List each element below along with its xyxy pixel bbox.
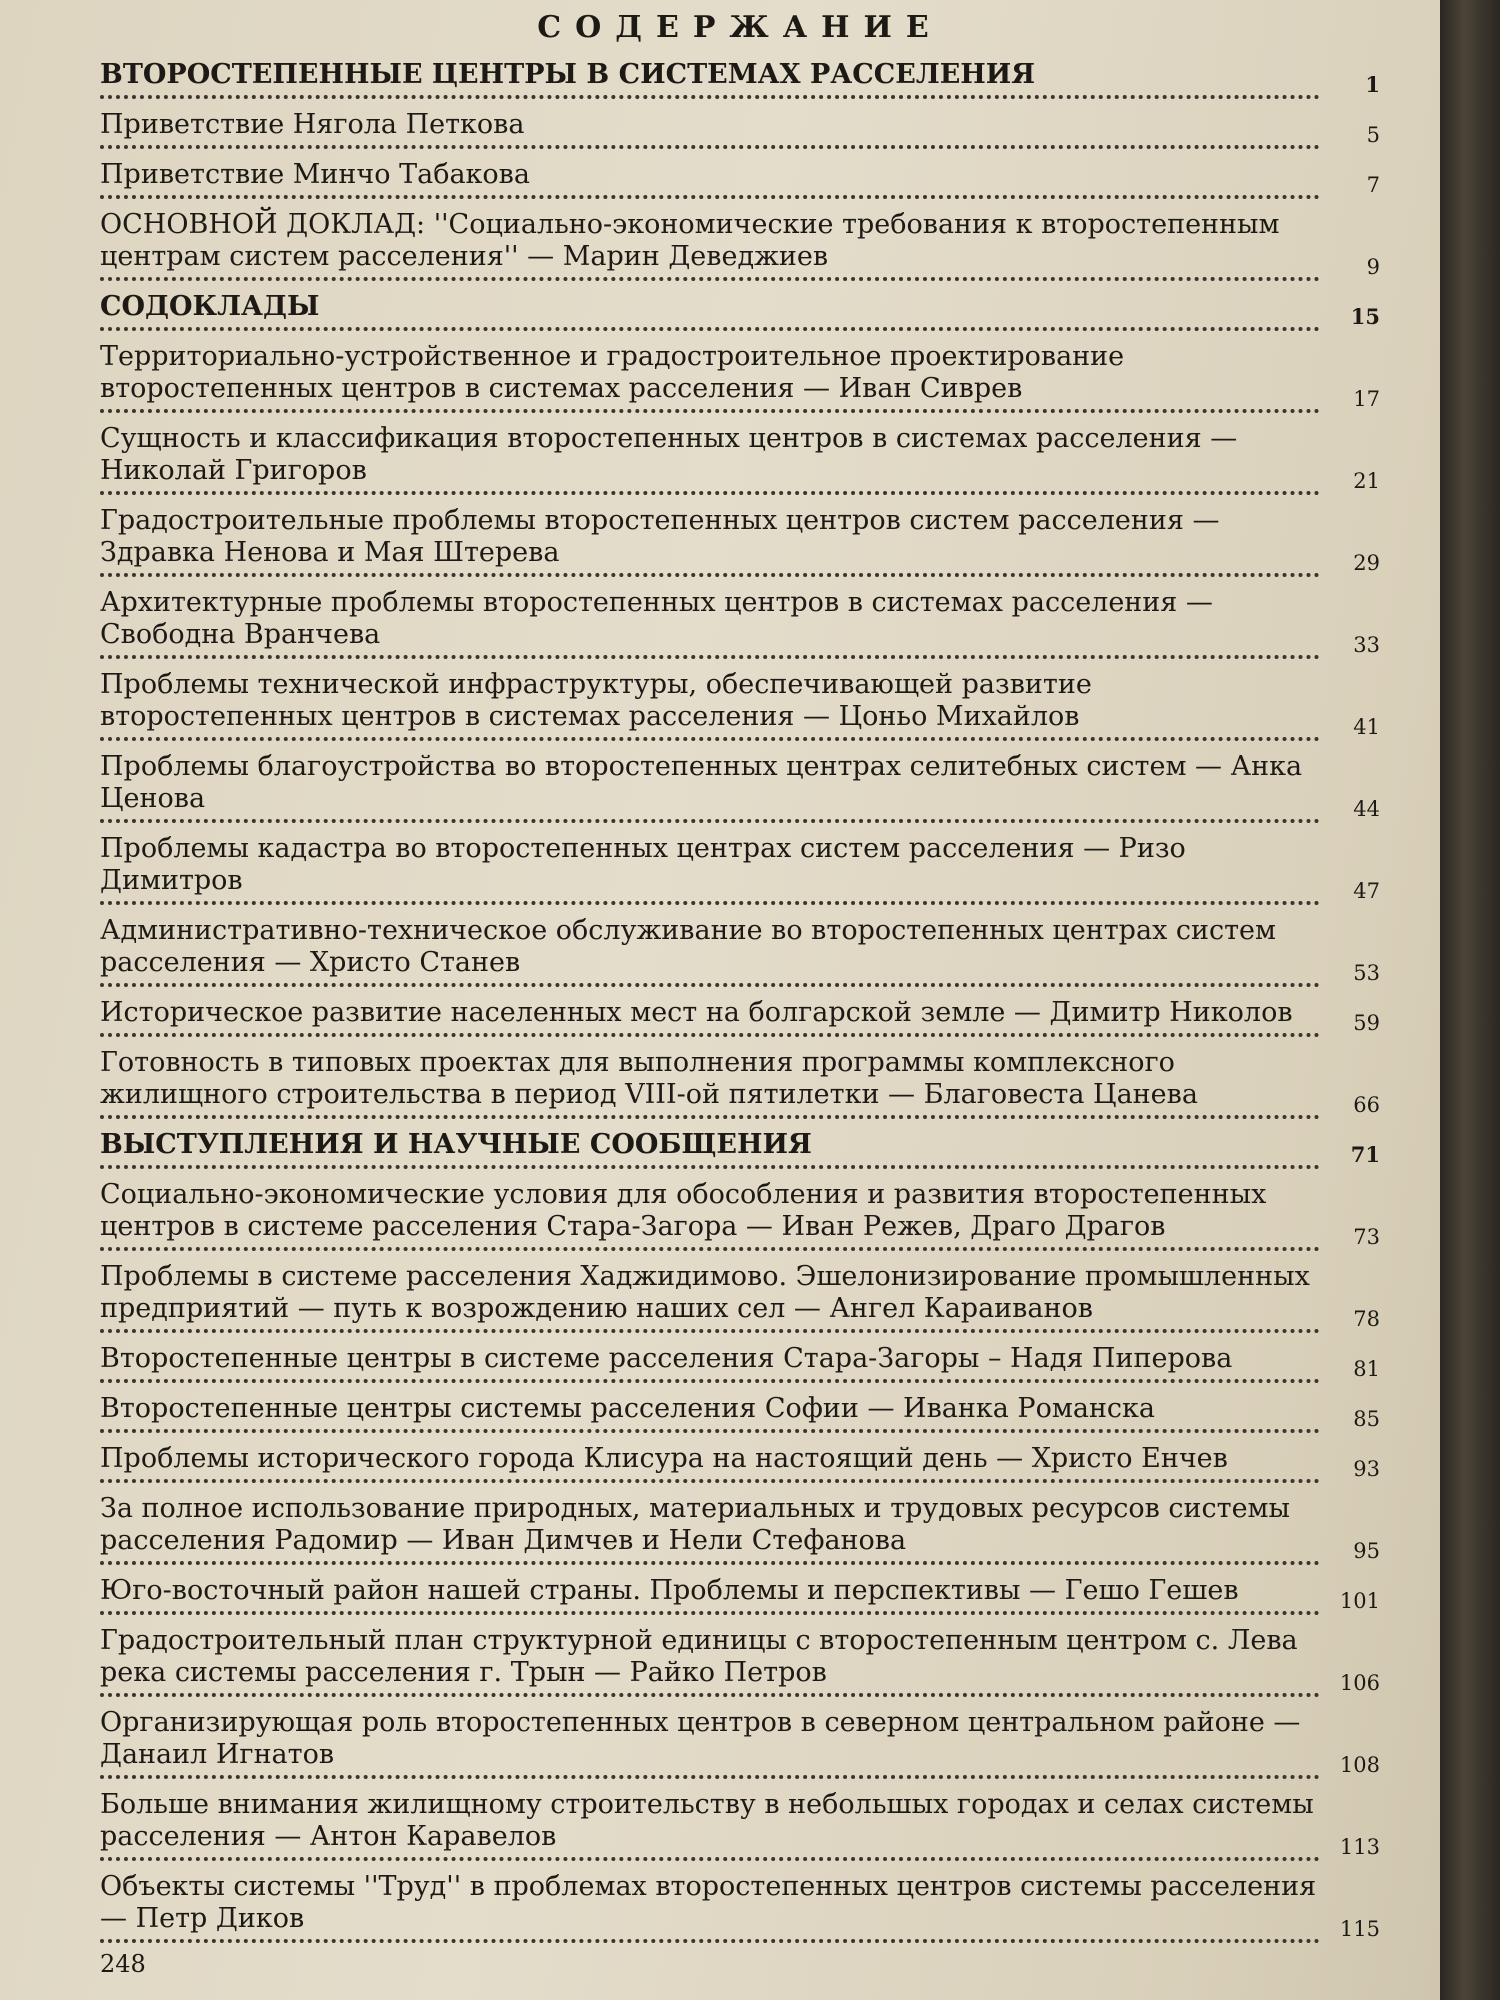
toc-entry-title: ОСНОВНОЙ ДОКЛАД: ''Социально-экономические требования к второстепенным центрам систем расселения'' — Марин Деведжиев — [100, 209, 1280, 272]
toc-entry — [100, 1343, 1380, 1383]
dot-leader — [100, 891, 1320, 905]
toc-entry — [100, 1707, 1380, 1779]
toc-entry-title: Социально-экономические условия для обособления и развития второстепенных центров в системе расселения Стара-Загора — Иван Режев, Драго Драгов — [100, 1179, 1267, 1242]
toc-entry-page: 108 — [1339, 1753, 1380, 1777]
toc-entry-title: Юго-восточный район нашей страны. Проблемы и перспективы — Гешо Гешев — [100, 1575, 1239, 1606]
table-of-contents — [100, 59, 1380, 1943]
toc-entry — [100, 1575, 1380, 1615]
toc-entry-page: 21 — [1353, 469, 1380, 493]
toc-entry — [100, 505, 1380, 577]
page-title: СОДЕРЖАНИЕ — [537, 10, 943, 45]
toc-entry-page: 29 — [1353, 551, 1380, 575]
toc-entry — [100, 1261, 1380, 1333]
toc-entry-page: 73 — [1353, 1225, 1380, 1249]
toc-entry — [100, 109, 1380, 149]
toc-entry-title: Административно-техническое обслуживание во второстепенных центрах систем расселения — Христо Станев — [100, 915, 1277, 978]
toc-entry — [100, 341, 1380, 413]
toc-entry-page: 5 — [1366, 123, 1380, 147]
toc-entry — [100, 669, 1380, 741]
toc-entry-page: 47 — [1353, 879, 1380, 903]
toc-entry-page: 15 — [1350, 304, 1380, 329]
toc-entry-title: Готовность в типовых проектах для выполнения программы комплексного жилищного строительства в период VIII-ой пятилетки — Благовеста Цанева — [100, 1047, 1198, 1110]
page-number: 248 — [100, 1950, 146, 1978]
toc-entry-title: Объекты системы ''Труд'' в проблемах второстепенных центров системы расселения — Петр Диков — [100, 1871, 1317, 1934]
toc-entry-title: Второстепенные центры в системе расселения Стара-Загоры – Надя Пиперова — [100, 1343, 1233, 1374]
toc-entry — [100, 915, 1380, 987]
toc-entry-page: 33 — [1353, 633, 1380, 657]
toc-entry-title: Проблемы в системе расселения Хаджидимово. Эшелонизирование промышленных предприятий — путь к возрождению наших сел — Ангел Караиванов — [100, 1261, 1310, 1324]
toc-entry — [100, 159, 1380, 199]
toc-entry — [100, 751, 1380, 823]
toc-entry-page: 66 — [1353, 1093, 1380, 1117]
toc-entry-title: Приветствие Минчо Табакова — [100, 159, 530, 190]
toc-entry-page: 53 — [1353, 961, 1380, 985]
toc-section-heading — [100, 1129, 1380, 1169]
toc-entry-page: 85 — [1353, 1407, 1380, 1431]
toc-entry-title: Организирующая роль второстепенных центров в северном центральном районе — Данаил Игнатов — [100, 1707, 1301, 1770]
toc-entry-page: 93 — [1353, 1457, 1380, 1481]
toc-entry — [100, 833, 1380, 905]
toc-entry-title: Больше внимания жилищному строительству в небольшых городах и селах системы расселения — Антон Каравелов — [100, 1789, 1314, 1852]
toc-entry-title: Территориально-устройственное и градостроительное проектирование второстепенных центров в системах расселения — Иван Сиврев — [100, 341, 1125, 404]
toc-entry-title: Второстепенные центры системы расселения Софии — Иванка Романска — [100, 1393, 1156, 1424]
toc-entry — [100, 1625, 1380, 1697]
toc-entry — [100, 423, 1380, 495]
toc-entry-title: Проблемы кадастра во второстепенных центрах систем расселения — Ризо Димитров — [100, 833, 1186, 896]
toc-entry-title: СОДОКЛАДЫ — [100, 291, 320, 322]
toc-section-heading — [100, 291, 1380, 331]
toc-section-heading — [100, 59, 1380, 99]
toc-entry — [100, 1493, 1380, 1565]
toc-entry-page: 7 — [1366, 173, 1380, 197]
toc-entry — [100, 1871, 1380, 1943]
toc-entry-title: Проблемы технической инфраструктуры, обеспечивающей развитие второстепенных центров в системах расселения — Цоньо Михайлов — [100, 669, 1092, 732]
toc-entry-title: ВЫСТУПЛЕНИЯ И НАУЧНЫЕ СООБЩЕНИЯ — [100, 1129, 812, 1160]
toc-entry-title: Градостроительные проблемы второстепенных центров систем расселения — Здравка Ненова и Мая Штерева — [100, 505, 1220, 568]
toc-entry-page: 115 — [1339, 1917, 1380, 1941]
toc-entry-title: Проблемы исторического города Клисура на настоящий день — Христо Енчев — [100, 1443, 1228, 1474]
toc-entry-page: 113 — [1339, 1835, 1380, 1859]
toc-entry — [100, 209, 1380, 281]
toc-entry-title: Историческое развитие населенных мест на болгарской земле — Димитр Николов — [100, 997, 1293, 1028]
toc-entry-page: 59 — [1353, 1011, 1380, 1035]
toc-entry-page: 101 — [1339, 1589, 1380, 1613]
toc-entry-page: 71 — [1350, 1142, 1380, 1167]
toc-entry — [100, 1179, 1380, 1251]
toc-entry — [100, 1443, 1380, 1483]
toc-entry-title: Проблемы благоустройства во второстепенных центрах селитебных систем — Анка Ценова — [100, 751, 1303, 814]
toc-entry-page: 1 — [1365, 72, 1380, 97]
toc-entry-title: Сущность и классификация второстепенных центров в системах расселения — Николай Григоров — [100, 423, 1238, 486]
toc-entry — [100, 1393, 1380, 1433]
toc-entry-page: 106 — [1339, 1671, 1380, 1695]
toc-entry-page: 95 — [1353, 1539, 1380, 1563]
toc-entry — [100, 587, 1380, 659]
toc-entry-page: 9 — [1366, 255, 1380, 279]
toc-entry-page: 17 — [1353, 387, 1380, 411]
toc-entry-title: ВТОРОСТЕПЕННЫЕ ЦЕНТРЫ В СИСТЕМАХ РАССЕЛЕНИЯ — [100, 59, 1036, 90]
toc-entry-page: 81 — [1353, 1357, 1380, 1381]
book-binding — [1440, 0, 1500, 2000]
dot-leader — [100, 809, 1320, 823]
toc-entry-title: Градостроительный план структурной единицы с второстепенным центром с. Лева река системы расселения г. Трын — Райко Петров — [100, 1625, 1298, 1688]
toc-entry-page: 78 — [1353, 1307, 1380, 1331]
toc-entry-page: 41 — [1353, 715, 1380, 739]
toc-entry — [100, 1047, 1380, 1119]
toc-entry-page: 44 — [1353, 797, 1380, 821]
toc-entry-title: За полное использование природных, материальных и трудовых ресурсов системы расселения Радомир — Иван Димчев и Нели Стефанова — [100, 1493, 1291, 1556]
toc-entry-title: Архитектурные проблемы второстепенных центров в системах расселения — Свободна Врaнчева — [100, 587, 1213, 650]
toc-entry-title: Приветствие Нягола Петкова — [100, 109, 525, 140]
toc-entry — [100, 1789, 1380, 1861]
toc-entry — [100, 997, 1380, 1037]
